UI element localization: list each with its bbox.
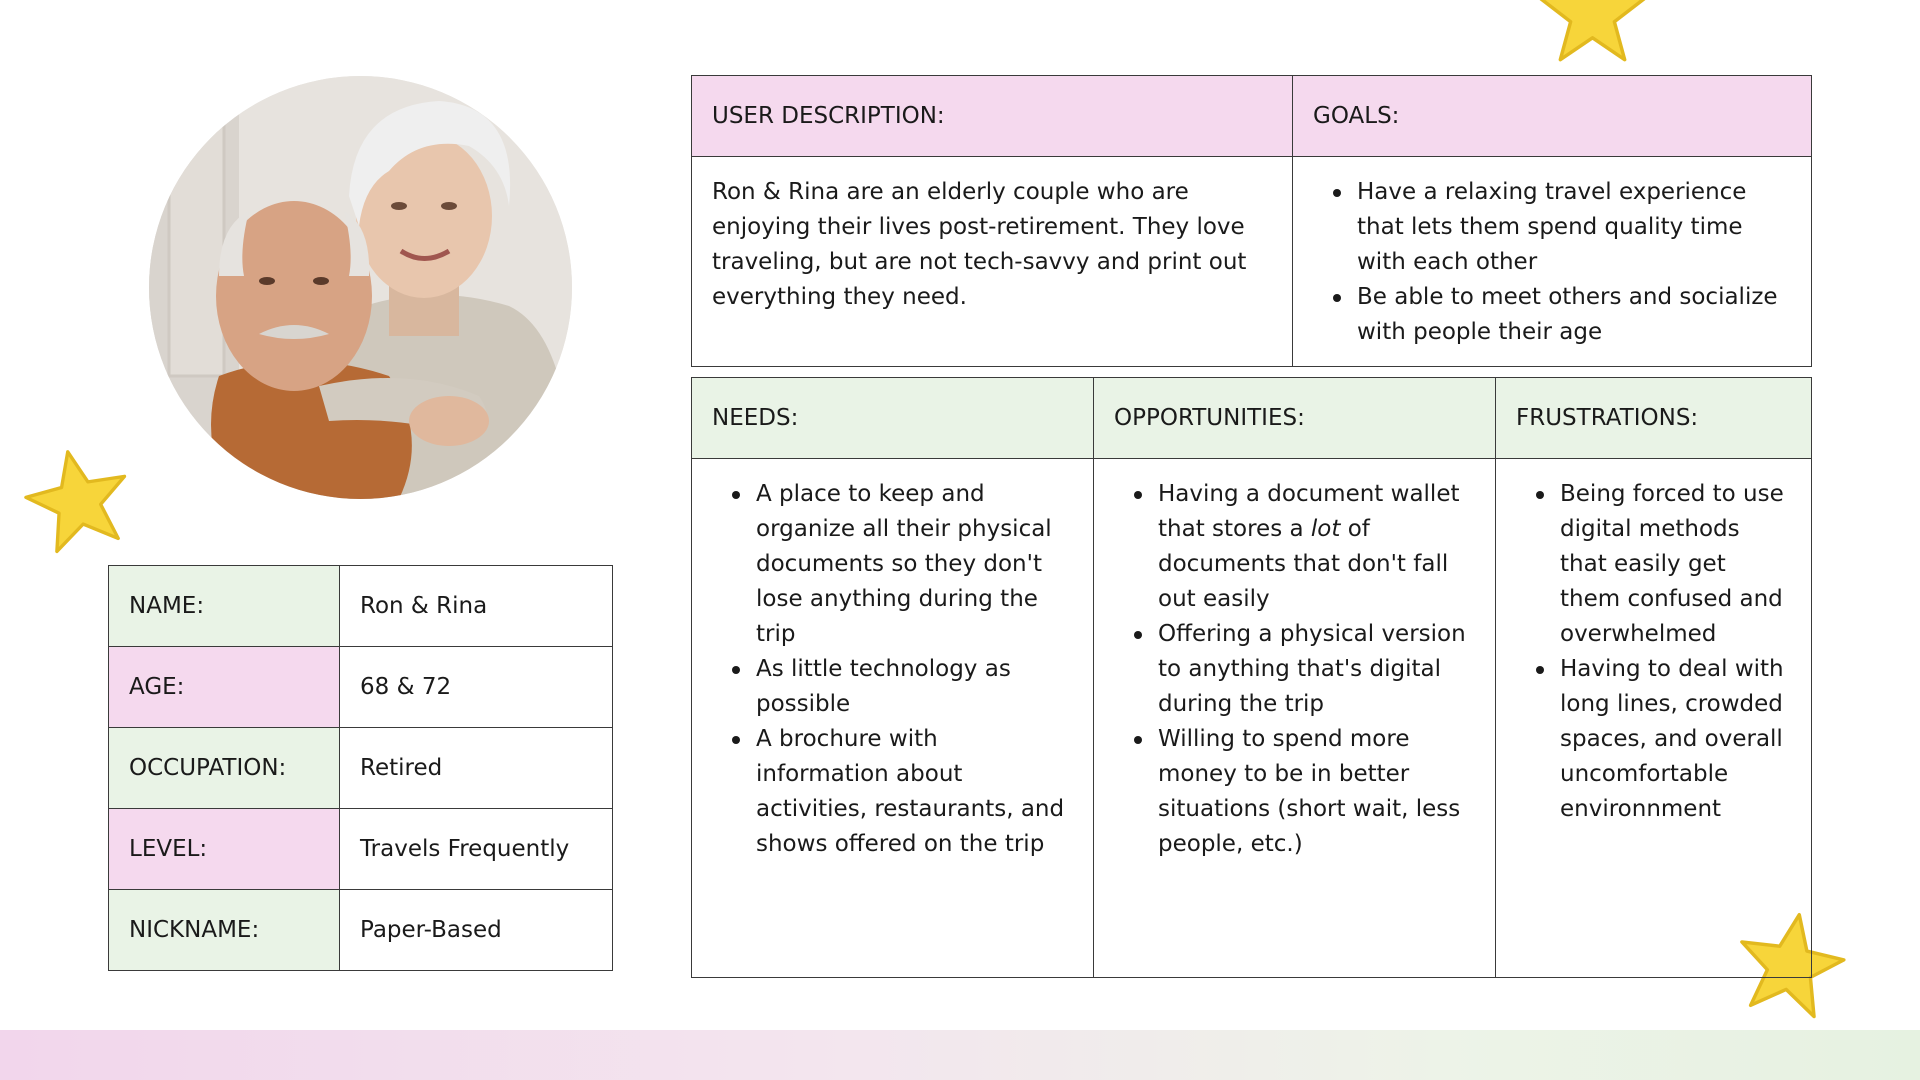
frustrations-list (1516, 477, 1791, 827)
frustrations-header: FRUSTRATIONS: (1496, 378, 1812, 459)
info-row-nickname (109, 890, 613, 971)
info-row-name (109, 566, 613, 647)
persona-info-table (108, 565, 613, 971)
info-row-age (109, 647, 613, 728)
needs-opportunities-frustrations-table (691, 377, 1812, 978)
needs-list (712, 477, 1073, 862)
list-item: Offering a physical version to anything that's digital during the trip (1138, 617, 1475, 722)
info-value: Retired (340, 728, 613, 809)
goals-list (1313, 175, 1791, 350)
opportunities-list (1114, 477, 1475, 862)
list-item-emphasis: lot (1310, 516, 1341, 542)
info-value: Travels Frequently (340, 809, 613, 890)
list-item (1138, 477, 1475, 617)
user-description-text: Ron & Rina are an elderly couple who are enjoying their lives post-retirement. They love traveling, but are not tech-savvy and print out everything they need. (692, 157, 1293, 367)
info-key: LEVEL: (109, 809, 340, 890)
frustrations-cell (1496, 459, 1812, 978)
goals-cell (1293, 157, 1812, 367)
list-item: A place to keep and organize all their physical documents so they don't lose anything during the trip (736, 477, 1073, 652)
couple-photo (149, 76, 572, 499)
list-item: Be able to meet others and socialize with people their age (1337, 280, 1791, 350)
needs-header: NEEDS: (692, 378, 1094, 459)
info-row-level (109, 809, 613, 890)
list-item: Being forced to use digital methods that easily get them confused and overwhelmed (1540, 477, 1791, 652)
info-value: Ron & Rina (340, 566, 613, 647)
description-goals-table (691, 75, 1812, 367)
star-icon (12, 434, 145, 567)
needs-cell (692, 459, 1094, 978)
opportunities-header: OPPORTUNITIES: (1094, 378, 1496, 459)
list-item: Willing to spend more money to be in better situations (short wait, less people, etc.) (1138, 722, 1475, 862)
info-row-occupation (109, 728, 613, 809)
list-item-text: Having a document wallet that stores a (1158, 481, 1460, 542)
list-item: As little technology as possible (736, 652, 1073, 722)
info-key: AGE: (109, 647, 340, 728)
info-key: NICKNAME: (109, 890, 340, 971)
list-item: A brochure with information about activities, restaurants, and shows offered on the trip (736, 722, 1073, 862)
user-description-header: USER DESCRIPTION: (692, 76, 1293, 157)
bottom-gradient-band (0, 1030, 1920, 1080)
opportunities-cell (1094, 459, 1496, 978)
info-value: Paper-Based (340, 890, 613, 971)
goals-header: GOALS: (1293, 76, 1812, 157)
star-icon (1535, 0, 1650, 70)
info-key: NAME: (109, 566, 340, 647)
info-key: OCCUPATION: (109, 728, 340, 809)
list-item: Having to deal with long lines, crowded spaces, and overall uncomfortable environnment (1540, 652, 1791, 827)
list-item-text: of documents that don't fall out easily (1158, 516, 1449, 612)
info-value: 68 & 72 (340, 647, 613, 728)
list-item: Have a relaxing travel experience that lets them spend quality time with each other (1337, 175, 1791, 280)
